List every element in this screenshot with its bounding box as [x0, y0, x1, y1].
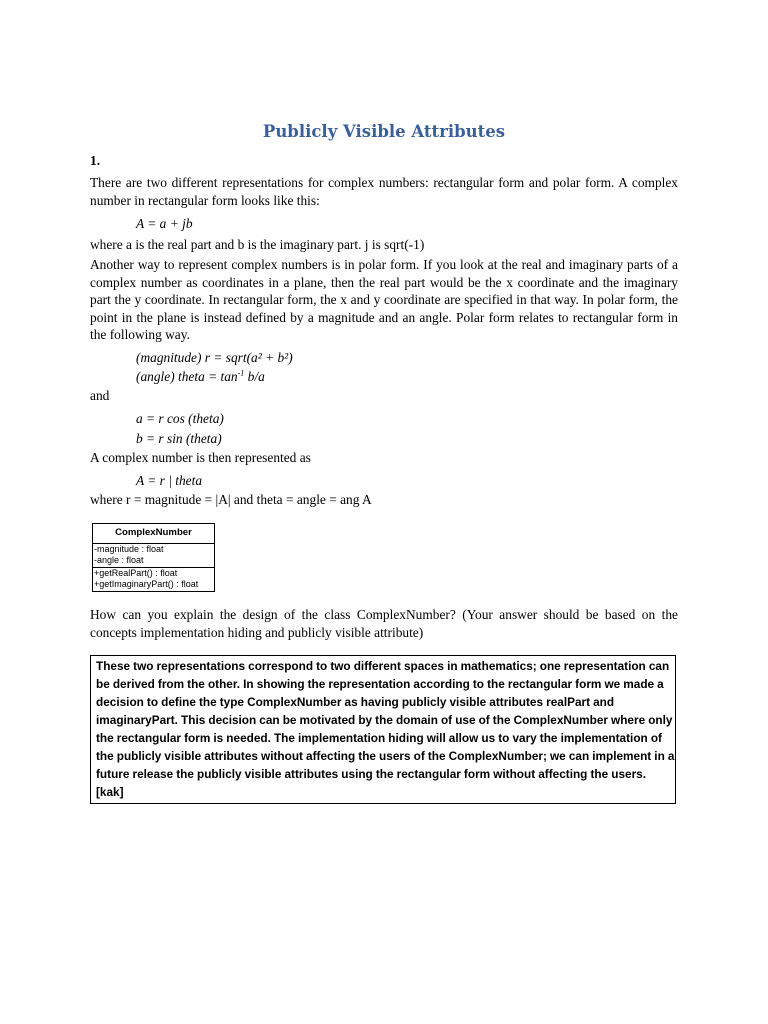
uml-class-diagram — [92, 523, 215, 592]
uml-operation: +getRealPart() : float — [94, 567, 178, 578]
intro-paragraph: There are two different representations for complex numbers: rectangular form and polar form. A complex number in rectangular form looks like this: — [90, 175, 678, 208]
equation-polar: A = r | theta — [136, 473, 203, 488]
question-paragraph: How can you explain the design of the class ComplexNumber? (Your answer should be based on the concepts implementation hiding and publicly visible attribute) — [90, 607, 678, 640]
and-text: and — [90, 388, 110, 403]
answer-box: These two representations correspond to two different spaces in mathematics; one representation can be derived from the other. In showing the representation according to the rectangular form we made a decision to define the type ComplexNumber as having publicly visible attributes realPart and imaginaryPart. This decision can be motivated by the domain of use of the ComplexNumber where only the rectangular form is needed. The implementation hiding will allow us to vary the implementation of the publicly visible attributes without affecting the users of the ComplexNumber; we can implement in a future release the publicly visible attributes using the rectangular form without affecting the users. [kak] — [90, 655, 676, 804]
polar-paragraph: Another way to represent complex numbers is in polar form. If you look at the real and imaginary parts of a complex number as coordinates in a plane, then the real part would be the x coordinate and the imaginary part the y coordinate. In rectangular form, the x and y coordinate are specified in that way. In polar form, the point in the plane is instead defined by a magnitude and an angle. Polar form relates to rectangular form in the following way. — [90, 257, 678, 343]
equation-angle-suffix: b/a — [244, 369, 265, 384]
uml-attribute: -magnitude : float — [94, 543, 164, 554]
uml-attribute: -angle : float — [94, 555, 144, 565]
equation-a: a = r cos (theta) — [136, 411, 224, 426]
real-part-description: where a is the real part and b is the imaginary part. j is sqrt(-1) — [90, 237, 425, 252]
uml-operation: +getImaginaryPart() : float — [94, 579, 199, 589]
page-title: Publicly Visible Attributes — [262, 122, 506, 141]
equation-angle-prefix: (angle) theta = tan — [136, 369, 238, 384]
equation-angle-superscript: -1 — [237, 368, 245, 378]
represented-text: A complex number is then represented as — [90, 450, 311, 465]
equation-b: b = r sin (theta) — [136, 431, 222, 446]
uml-class-name: ComplexNumber — [93, 524, 214, 544]
equation-magnitude: (magnitude) r = sqrt(a² + b²) — [136, 350, 293, 365]
uml-operations — [93, 568, 214, 591]
equation-angle — [136, 368, 265, 386]
question-number: 1. — [90, 153, 101, 168]
uml-attributes — [93, 544, 214, 568]
equation-rectangular: A = a + jb — [136, 216, 193, 231]
polar-description: where r = magnitude = |A| and theta = angle = ang A — [90, 492, 372, 507]
